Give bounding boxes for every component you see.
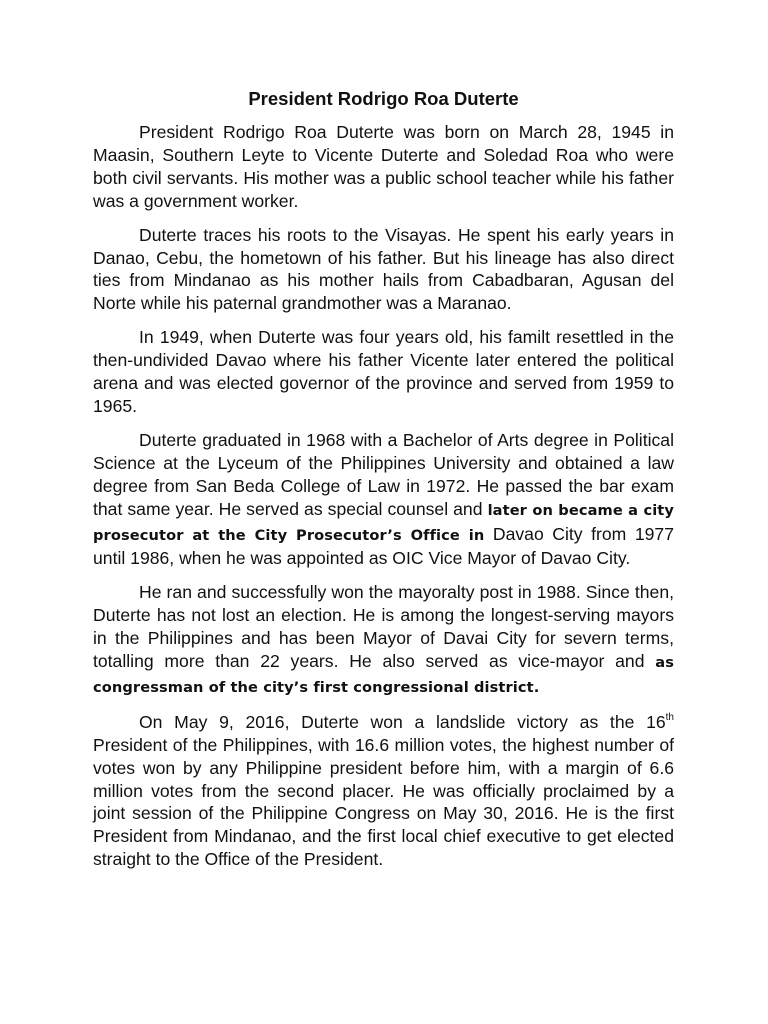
paragraph-text: Duterte graduated in 1968 with a Bachelor of Arts degree in Political Science at the Lyceum of the Philippines University and obtained a law degree from San Beda College of Law in 1972. He passed the bar exam that same year. He served as special counsel and bbox=[93, 429, 674, 519]
paragraph-davao bbox=[93, 326, 674, 418]
paragraph-text: President Rodrigo Roa Duterte was born on March 28, 1945 in Maasin, Southern Leyte to Vicente Duterte and Soledad Roa who were both civil servants. His mother was a public school teacher while his father was a government worker. bbox=[93, 122, 674, 211]
ordinal-suffix: th bbox=[665, 711, 674, 723]
paragraph-text: He ran and successfully won the mayoralty post in 1988. Since then, Duterte has not lost an election. He is among the longest-serving mayors in the Philippines and has been Mayor of Davai City for severn terms, totalling more than 22 years. He also served as vice-mayor and bbox=[93, 582, 674, 672]
paragraph-presidency bbox=[93, 711, 674, 871]
document-page bbox=[93, 86, 674, 882]
paragraph-education bbox=[93, 429, 674, 570]
document-title: President Rodrigo Roa Duterte bbox=[248, 88, 519, 109]
paragraph-text: Davao City from 1977 until 1986, when he was appointed as OIC Vice Mayor of Davao City. bbox=[93, 523, 674, 569]
paragraph-text: On May 9, 2016, Duterte won a landslide victory as the 16 bbox=[139, 711, 666, 732]
paragraph-text: Duterte traces his roots to the Visayas. He spent his early years in Danao, Cebu, the hometown of his father. But his lineage has also direct ties from Mindanao as his mother hails from Cabadbaran, Agusan del Norte while his paternal grandmother was a Maranao. bbox=[93, 224, 674, 314]
paragraph-birth bbox=[93, 121, 674, 213]
paragraph-bold-text: as congressman of the city’s first congressional district. bbox=[93, 654, 674, 696]
paragraph-text: In 1949, when Duterte was four years old, his familt resettled in the then-undivided Davao where his father Vicente later entered the political arena and was elected governor of the province and served from 1959 to 1965. bbox=[93, 327, 674, 416]
paragraph-mayoralty bbox=[93, 581, 674, 700]
paragraph-bold-text: later on became a city prosecutor at the City Prosecutor’s Office in bbox=[93, 501, 674, 544]
paragraph-roots bbox=[93, 224, 674, 316]
paragraph-text: President of the Philippines, with 16.6 million votes, the highest number of votes won by any Philippine president before him, with a margin of 6.6 million votes from the second placer. He was officially proclaimed by a joint session of the Philippine Congress on May 30, 2016. He is the first President from Mindanao, and the first local chief executive to get elected straight to the Office of the President. bbox=[93, 734, 674, 870]
